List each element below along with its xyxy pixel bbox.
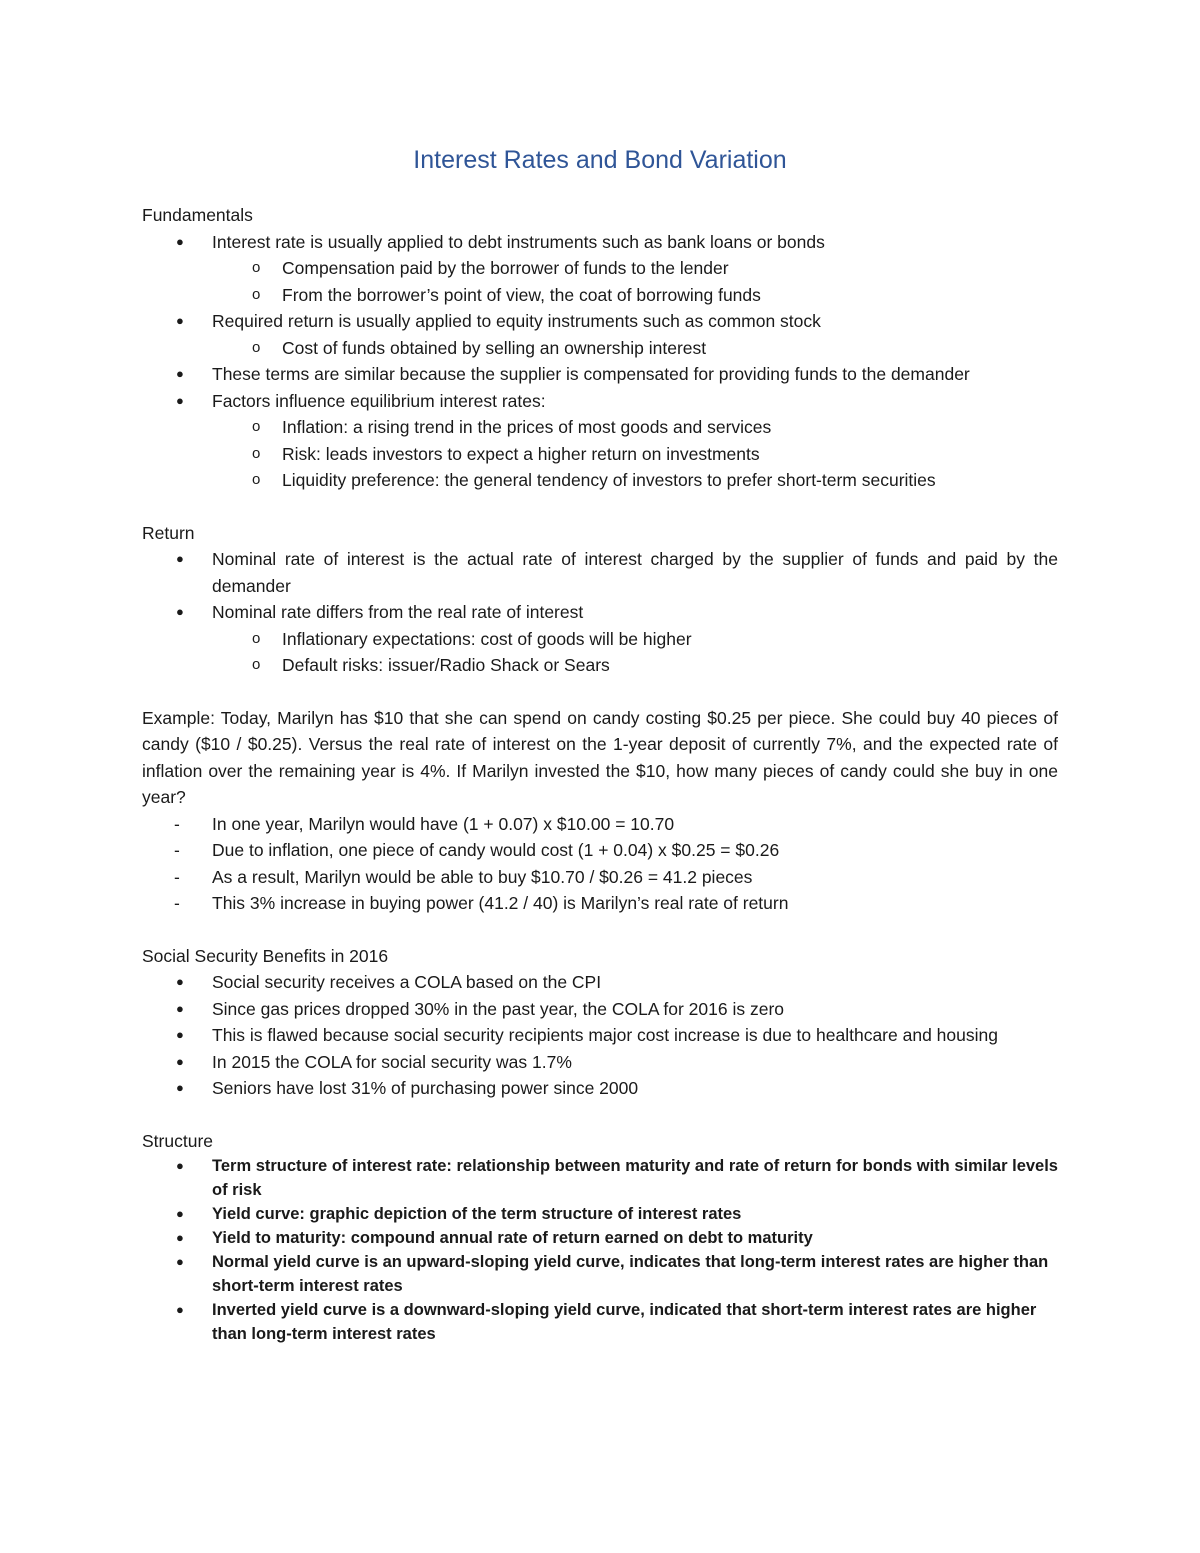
circle-bullet-icon: o <box>252 338 261 356</box>
bullet-icon: ● <box>176 1000 184 1016</box>
bullet-icon: ● <box>176 1158 184 1173</box>
spacer <box>142 1102 1058 1128</box>
sub-list-item <box>212 335 1058 362</box>
sub-list-item <box>212 441 1058 468</box>
list-item-text: Factors influence equilibrium interest rates: <box>212 390 546 411</box>
section-heading: Structure <box>142 1130 213 1151</box>
list-item-text: These terms are similar because the supplier is compensated for providing funds to the demander <box>212 364 970 384</box>
list-item <box>142 969 1058 996</box>
circle-bullet-icon: o <box>252 656 261 673</box>
bullet-icon: ● <box>176 1206 184 1221</box>
list-item-text: Nominal rate differs from the real rate of interest <box>212 602 584 622</box>
circle-bullet-icon: o <box>252 418 261 435</box>
section-heading: Return <box>142 522 195 543</box>
list-item <box>142 1298 1058 1346</box>
bullet-icon: ● <box>176 604 184 619</box>
sub-list-item <box>212 467 1058 494</box>
list-item-text: As a result, Marilyn would be able to buy $10.70 / $0.26 = 41.2 pieces <box>212 866 753 887</box>
list-item-text: Seniors have lost 31% of purchasing power since 2000 <box>212 1078 639 1098</box>
sub-list-item <box>212 282 1058 309</box>
sub-list-item-text: Default risks: issuer/Radio Shack or Sears <box>282 655 610 675</box>
list-item-text: Social security receives a COLA based on the CPI <box>212 972 602 992</box>
list-item-text: In one year, Marilyn would have (1 + 0.07) x $10.00 = 10.70 <box>212 813 675 834</box>
dash-icon: - <box>174 813 180 834</box>
bullet-icon: ● <box>176 1302 184 1317</box>
circle-bullet-icon: o <box>252 285 261 303</box>
bullet-icon: ● <box>176 1080 184 1095</box>
list-item <box>142 361 1058 388</box>
sub-list-item-text: Risk: leads investors to expect a higher return on investments <box>282 443 760 464</box>
bullet-list <box>142 229 1058 494</box>
circle-bullet-icon: o <box>252 471 261 488</box>
list-item <box>142 599 1058 679</box>
list-item <box>142 1049 1058 1076</box>
sub-list-item <box>212 414 1058 441</box>
bullet-icon: ● <box>176 1230 184 1245</box>
sub-list-item <box>212 652 1058 679</box>
section-structure <box>142 1128 1058 1347</box>
list-item-text: Interest rate is usually applied to debt instruments such as bank loans or bonds <box>212 231 825 252</box>
sub-list-item-text: Inflationary expectations: cost of goods will be higher <box>282 628 692 649</box>
list-item-text: This is flawed because social security recipients major cost increase is due to healthcare and housing <box>212 1025 998 1045</box>
list-item <box>142 388 1058 494</box>
example-paragraph: Example: Today, Marilyn has $10 that she can spend on candy costing $0.25 per piece. She could buy 40 pieces of candy ($10 / $0.25). Versus the real rate of interest on the 1-year deposit of currently 7%, and the expected rate of inflation over the remaining year is 4%. If Marilyn invested the $10, how many pieces of candy could she buy in one year? <box>142 707 1058 807</box>
list-item-text: Inverted yield curve is a downward-sloping yield curve, indicated that short-term interest rates are higher than long-term interest rates <box>212 1301 1037 1343</box>
sub-list-item-text: Liquidity preference: the general tendency of investors to prefer short-term securities <box>282 470 936 490</box>
list-item-text: Due to inflation, one piece of candy would cost (1 + 0.04) x $0.25 = $0.26 <box>212 840 780 860</box>
page-title: Interest Rates and Bond Variation <box>413 146 787 174</box>
section-fundamentals <box>142 202 1058 494</box>
list-item-text: Nominal rate of interest is the actual rate of interest charged by the supplier of funds and paid by the demander <box>212 549 1058 596</box>
section-heading: Fundamentals <box>142 205 253 225</box>
list-item <box>142 864 1058 891</box>
list-item-text: Yield to maturity: compound annual rate of return earned on debt to maturity <box>212 1229 813 1247</box>
bullet-icon: ● <box>176 392 184 408</box>
bullet-icon: ● <box>176 974 184 989</box>
list-item <box>142 229 1058 309</box>
sub-list-item-text: Cost of funds obtained by selling an ownership interest <box>282 337 707 358</box>
list-item <box>142 890 1058 917</box>
list-item-text: Required return is usually applied to equity instruments such as common stock <box>212 311 821 331</box>
dash-icon: - <box>174 893 180 913</box>
list-item <box>142 1250 1058 1298</box>
list-item <box>142 811 1058 838</box>
sub-list-item <box>212 626 1058 653</box>
dash-icon: - <box>174 840 180 860</box>
spacer <box>142 679 1058 705</box>
circle-bullet-icon: o <box>252 629 261 647</box>
section-return <box>142 520 1058 679</box>
section-example <box>142 705 1058 917</box>
section-social-security <box>142 943 1058 1102</box>
bullet-list <box>142 969 1058 1102</box>
sub-list-item <box>212 255 1058 282</box>
sub-list-item-text: Compensation paid by the borrower of funds to the lender <box>282 258 729 278</box>
list-item <box>142 546 1058 599</box>
bullet-icon: ● <box>176 1053 184 1069</box>
sub-list <box>212 414 1058 494</box>
list-item <box>142 837 1058 864</box>
list-item-text: Term structure of interest rate: relationship between maturity and rate of return for bonds with similar levels of risk <box>212 1157 1058 1199</box>
bullet-list <box>142 1154 1058 1346</box>
list-item-text: Normal yield curve is an upward-sloping yield curve, indicates that long-term interest rates are higher than short-term interest rates <box>212 1253 1049 1295</box>
sub-list <box>212 626 1058 679</box>
bullet-icon: ● <box>176 313 184 328</box>
list-item-text: Since gas prices dropped 30% in the past year, the COLA for 2016 is zero <box>212 998 785 1019</box>
list-item <box>142 1226 1058 1250</box>
list-item-text: In 2015 the COLA for social security was 1.7% <box>212 1051 572 1072</box>
list-item <box>142 308 1058 361</box>
list-item <box>142 1022 1058 1049</box>
sub-list-item-text: Inflation: a rising trend in the prices of most goods and services <box>282 417 772 437</box>
list-item-text: Yield curve: graphic depiction of the term structure of interest rates <box>212 1205 742 1223</box>
bullet-icon: ● <box>176 233 184 249</box>
sub-list <box>212 255 1058 308</box>
spacer <box>142 917 1058 943</box>
section-heading: Social Security Benefits in 2016 <box>142 945 389 966</box>
bullet-icon: ● <box>176 1254 184 1269</box>
list-item <box>142 1154 1058 1202</box>
sub-list-item-text: From the borrower’s point of view, the coat of borrowing funds <box>282 284 761 305</box>
bullet-icon: ● <box>176 1027 184 1042</box>
bullet-icon: ● <box>176 551 184 566</box>
bullet-icon: ● <box>176 366 184 381</box>
circle-bullet-icon: o <box>252 259 261 276</box>
list-item <box>142 1202 1058 1226</box>
bullet-list <box>142 546 1058 679</box>
list-item <box>142 1075 1058 1102</box>
dash-list <box>142 811 1058 917</box>
sub-list <box>212 335 1058 362</box>
list-item <box>142 996 1058 1023</box>
list-item-text: This 3% increase in buying power (41.2 / 40) is Marilyn’s real rate of return <box>212 893 789 913</box>
document-page <box>142 140 1058 1346</box>
circle-bullet-icon: o <box>252 444 261 462</box>
dash-icon: - <box>174 866 180 887</box>
spacer <box>142 494 1058 520</box>
